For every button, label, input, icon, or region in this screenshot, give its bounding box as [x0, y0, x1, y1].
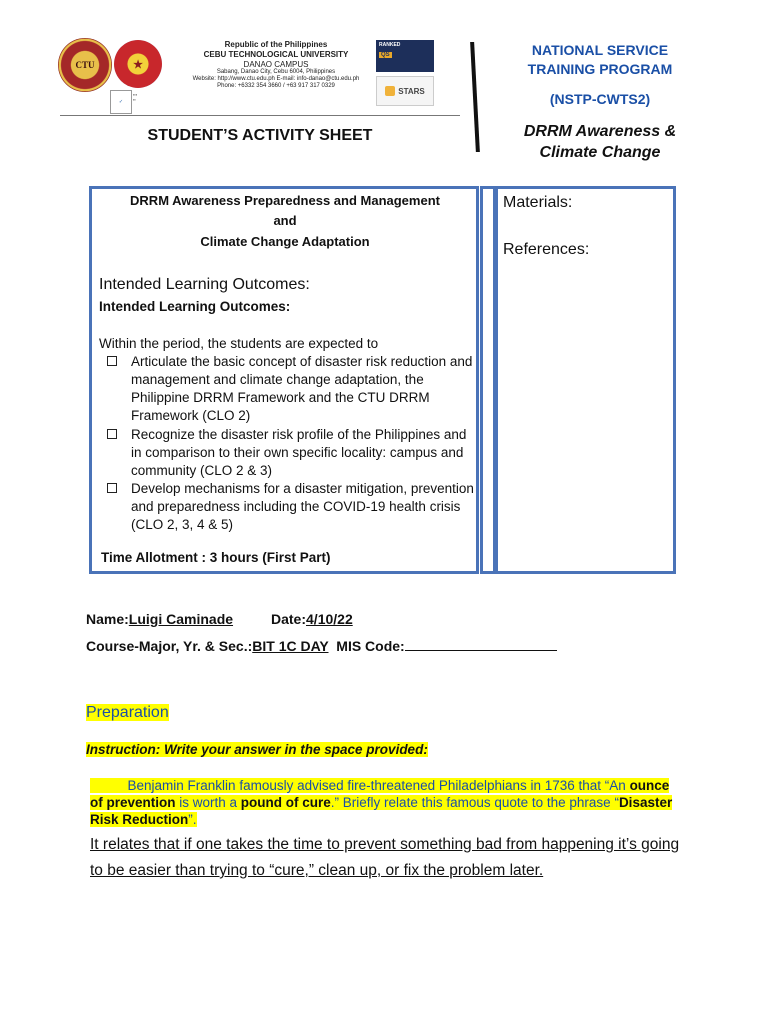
header-vertical-bar — [470, 42, 480, 152]
mis-label: MIS Code: — [336, 638, 405, 654]
header-divider — [60, 115, 460, 116]
website-line: Website: http://www.ctu.edu.ph E-mail: info-danao@ctu.edu.ph — [192, 76, 360, 82]
section-heading-text: Preparation — [86, 704, 169, 721]
course-label: Course-Major, Yr. & Sec.: — [86, 638, 253, 654]
box-heading-line1: DRRM Awareness Preparedness and Management — [130, 193, 440, 208]
prompt-text: is worth a — [175, 795, 241, 810]
time-allotment: Time Allotment : 3 hours (First Part) — [101, 550, 331, 565]
sheet-title: STUDENT’S ACTIVITY SHEET — [147, 127, 373, 144]
qs-stars-logo-icon — [385, 86, 395, 96]
program-code: (NSTP-CWTS2) — [549, 91, 651, 107]
box-heading-line3: Climate Change Adaptation — [200, 234, 370, 249]
checkbox-bullet-icon — [107, 429, 117, 439]
outcomes-intro: Within the period, the students are expected to — [99, 336, 379, 351]
ilo-subheading: Intended Learning Outcomes: — [99, 299, 291, 314]
asean-seal-logo: ★ — [114, 40, 162, 88]
name-field — [86, 611, 233, 627]
table-divider-strip — [480, 186, 496, 574]
program-title-line1: NATIONAL SERVICE — [531, 42, 669, 58]
iso-cert-badge-icon: ✓ — [110, 90, 132, 114]
date-field — [271, 611, 353, 627]
module-title-line1: DRRM Awareness & — [523, 123, 677, 140]
prompt-text: ”. — [188, 812, 197, 827]
campus-name: DANAO CAMPUS — [243, 60, 309, 69]
question-prompt — [90, 777, 680, 828]
name-label: Name: — [86, 611, 129, 627]
date-value[interactable]: 4/10/22 — [306, 611, 353, 627]
university-name: CEBU TECHNOLOGICAL UNIVERSITY — [203, 50, 349, 59]
student-answer[interactable]: It relates that if one takes the time to prevent something bad from happening it’s going to be easier than trying to “cure,” clean up, or fix the problem later. — [90, 836, 680, 879]
program-title-line2: TRAINING PROGRAM — [527, 61, 673, 77]
instruction — [86, 742, 428, 757]
prompt-emphasis: ounce of prevention — [90, 778, 670, 810]
prompt-text: Benjamin Franklin famously advised fire-threatened Philadelphians in 1736 that “An — [127, 778, 630, 793]
outcome-text: Recognize the disaster risk profile of the Philippines and in comparison to their own specific locality: campus and community (CLO 2 & 3) — [131, 427, 467, 478]
course-value[interactable]: BIT 1C DAY — [252, 638, 329, 654]
materials-label: Materials: — [503, 194, 573, 211]
checkbox-bullet-icon — [107, 356, 117, 366]
qs-stars-badge — [376, 76, 434, 106]
republic-line: Republic of the Philippines — [224, 40, 328, 49]
ctu-seal-logo: CTU — [58, 38, 112, 92]
section-heading — [86, 704, 169, 722]
references-label: References: — [503, 241, 590, 258]
prompt-text: .” Briefly relate this famous quote to the phrase “ — [330, 795, 619, 810]
name-value[interactable]: Luigi Caminade — [128, 611, 234, 627]
box-heading-line2: and — [273, 213, 297, 228]
outcome-text: Articulate the basic concept of disaster risk reduction and management and climate change adaptation, the Philippine DRRM Framework and the CTU DRRM Framework (CLO 2) — [131, 354, 473, 423]
qs-logo-icon: QS — [381, 52, 390, 58]
ranked-label: RANKED — [379, 42, 401, 48]
outcome-item — [107, 353, 475, 425]
prompt-emphasis: pound of cure — [240, 795, 331, 810]
cert-caption-mark: ▪▪▪ ▪▪ — [133, 92, 138, 102]
address-line: Sabang, Danao City, Cebu 6004, Philippines — [216, 69, 336, 75]
prompt-emphasis: Disaster Risk Reduction — [90, 795, 673, 827]
ilo-heading: Intended Learning Outcomes: — [99, 276, 310, 293]
university-letterhead — [176, 40, 376, 90]
mis-code-blank[interactable] — [405, 638, 557, 651]
outcome-item — [107, 426, 475, 480]
date-label: Date: — [271, 611, 307, 627]
checkbox-bullet-icon — [107, 483, 117, 493]
module-title-line2: Climate Change — [539, 144, 661, 161]
qs-ranked-badge — [376, 40, 434, 72]
outcome-item — [107, 480, 475, 534]
instruction-text: Instruction: Write your answer in the space provided: — [86, 742, 428, 757]
stars-label: STARS — [398, 86, 425, 96]
outcome-text: Develop mechanisms for a disaster mitigation, prevention and preparedness including the COVID-19 health crisis (CLO 2, 3, 4 & 5) — [131, 481, 474, 532]
phone-line: Phone: +6332 354 3660 / +63 917 317 0329 — [217, 83, 335, 89]
course-field — [86, 638, 557, 654]
